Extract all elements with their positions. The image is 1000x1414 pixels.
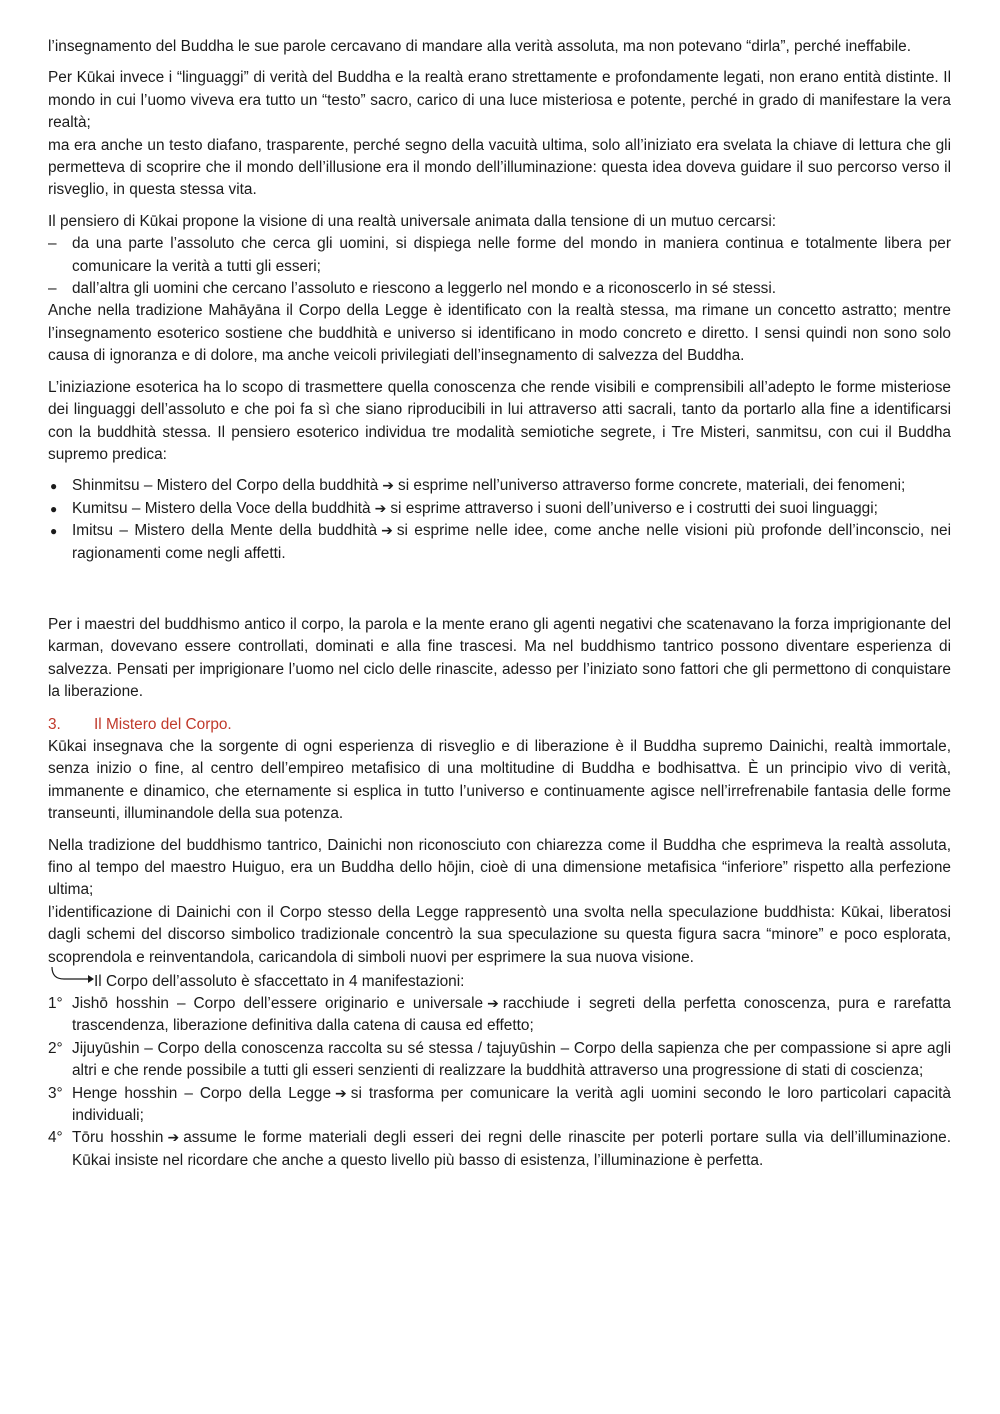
- mystery-description: si esprime nell’universo attraverso forme concrete, materiali, dei fenomeni;: [398, 477, 906, 495]
- mystery-description: si esprime nelle idee, come anche nelle visioni più profonde dell’inconscio, nei ragionamenti come negli affetti.: [72, 522, 951, 562]
- list-number: 2°: [48, 1039, 63, 1057]
- list-item: [48, 475, 951, 497]
- list-number: 1°: [48, 995, 63, 1013]
- manifestations-list: [48, 993, 951, 1172]
- dash-list-item: [48, 233, 951, 278]
- manifestation-description: assume le forme materiali degli esseri dei regni delle rinascite per poterli portare sulla via dell’illuminazione. Kūkai insiste nel ricordare che anche a questo livello più basso di esistenza, l’illuminazione è perfetta.: [72, 1129, 951, 1169]
- paragraph-mutual-search: Il pensiero di Kūkai propone la visione di una realtà universale animata dalla tensione di un mutuo cercarsi:: [48, 212, 777, 230]
- dash-marker: –: [48, 235, 57, 253]
- paragraph-identification: l’identificazione di Dainichi con il Corpo stesso della Legge rappresentò una svolta nella speculazione buddhista: Kūkai, liberatosi dagli schemi del discorso simbolico tradizionale concentrò la sua speculazione su questa figura sacra “minore” e poco esplorata, scoprendola e reinventandola, caricandola di simboli nuovi per esprimere la sua nuova visione.: [48, 903, 951, 966]
- paragraph-diaphanous-text: ma era anche un testo diafano, trasparente, perché segno della vacuità ultima, solo all’iniziato era svelata la chiave di lettura che gli permetteva di scoprire che il mondo dell’illusione era il mondo dell’illuminazione: questa idea doveva guidare il suo percorso verso il risveglio, in questa stessa vita.: [48, 136, 951, 199]
- section-heading: [48, 714, 951, 736]
- manifestation-description: si trasforma per comunicare la verità agli uomini secondo le loro particolari capacità individuali;: [72, 1084, 951, 1125]
- list-item: [48, 993, 951, 1038]
- manifestations-intro: [48, 971, 951, 993]
- paragraph-kukai-languages: Per Kūkai invece i “linguaggi” di verità del Buddha e la realtà erano strettamente e profondamente legati, non erano entità distinte. Il mondo in cui l’uomo viveva era tutto un “testo” sacro, carico di una luce misteriosa e potente, perché in grado di manifestare la vera realtà;: [48, 69, 951, 132]
- list-item: [48, 1083, 951, 1128]
- list-item: [48, 1127, 951, 1172]
- paragraph-dainichi: Kūkai insegnava che la sorgente di ogni esperienza di risveglio e di liberazione è il Buddha supremo Dainichi, realtà immortale, senza inizio o fine, al centro dell’empireo metafisico di una moltitudine di Buddha e bodhisattva. È un principio vivo di verità, immanente e dinamico, che eternamente si esplica in tutto l’universo e continuamente agisce nell’irrefrenabile fantasia delle forme transeunti, illuminandole della sua potenza.: [48, 737, 951, 823]
- section-title: Il Mistero del Corpo.: [94, 715, 232, 733]
- manifestation-name: Henge hosshin – Corpo della Legge: [72, 1084, 332, 1102]
- bullet-icon: ●: [50, 524, 58, 539]
- arrow-right-icon: ➔: [487, 996, 499, 1013]
- dash-item-text: dall’altra gli uomini che cercano l’assoluto e riescono a leggerlo nel mondo e a riconoscerlo in sé stessi.: [72, 280, 777, 298]
- list-item: [48, 1038, 951, 1083]
- manifestations-intro-text: Il Corpo dell’assoluto è sfaccettato in 4 manifestazioni:: [94, 973, 465, 991]
- list-item: [48, 498, 951, 520]
- manifestation-name: Jishō hosshin – Corpo dell’essere originario e universale: [72, 995, 484, 1013]
- dash-marker: –: [48, 280, 57, 298]
- paragraph-esoteric-initiation: L’iniziazione esoterica ha lo scopo di trasmettere quella conoscenza che rende visibili e comprensibili all’adepto le forme misteriose dei linguaggi dell’assoluto e che poi fa sì che siano riproducibili in lui attraverso atti sacrali, tanto da portarlo alla fine a identificarsi con la buddhità stessa. Il pensiero esoterico individua tre modalità semiotiche segrete, i Tre Misteri, sanmitsu, con cui il Buddha supremo predica:: [48, 378, 951, 463]
- arrow-right-icon: ➔: [374, 500, 387, 517]
- paragraph-intro: l’insegnamento del Buddha le sue parole cercavano di mandare alla verità assoluta, ma non potevano “dirla”, perché ineffabile.: [48, 38, 911, 55]
- bullet-icon: ●: [50, 479, 58, 494]
- spacer: [48, 574, 951, 614]
- manifestation-description: Jijuyūshin – Corpo della conoscenza raccolta su sé stessa / tajuyūshin – Corpo della sapienza che per compassione si apre agli altri e che rende possibile a tutti gli esseri senzienti di realizzare la buddhità attraverso una progressione di stati di coscienza;: [72, 1039, 951, 1080]
- arrow-right-icon: ➔: [335, 1085, 347, 1102]
- mystery-description: si esprime attraverso i suoni dell’universo e i costrutti dei suoi linguaggi;: [390, 499, 878, 517]
- list-number: 3°: [48, 1084, 63, 1102]
- document-page: [48, 36, 951, 1172]
- section-number: 3.: [48, 715, 61, 733]
- list-item: [48, 520, 951, 565]
- bullet-icon: ●: [50, 501, 58, 516]
- arrow-right-icon: ➔: [381, 523, 393, 540]
- dash-list-item: [48, 278, 951, 300]
- paragraph-ancient-masters: Per i maestri del buddhismo antico il corpo, la parola e la mente erano gli agenti negativi che scatenavano la forza imprigionante del karman, dovevano essere controllati, dominati e alla fine trascesi. Ma nel buddhismo tantrico possono diventare esperienza di salvezza. Pensati per imprigionare l’uomo nel ciclo delle rinascite, adesso per l’iniziato sono fattori che gli permettono di conquistare la liberazione.: [48, 615, 951, 701]
- arrow-right-icon: ➔: [167, 1130, 180, 1147]
- manifestation-description: racchiude i segreti della perfetta conoscenza, pura e rarefatta trascendenza, liberazione definitiva dalla catena di causa ed effetto;: [72, 995, 951, 1035]
- manifestation-name: Tōru hosshin: [72, 1129, 164, 1147]
- curved-arrow-icon: [50, 965, 96, 987]
- mystery-name: Kumitsu – Mistero della Voce della buddhità: [72, 499, 371, 517]
- dash-item-text: da una parte l’assoluto che cerca gli uomini, si dispiega nelle forme del mondo in maniera continua e totalmente libera per comunicare la verità a tutti gli esseri;: [72, 235, 951, 275]
- mystery-name: Shinmitsu – Mistero del Corpo della buddhità: [72, 477, 379, 495]
- three-mysteries-list: [48, 475, 951, 565]
- dash-list: [48, 233, 951, 300]
- arrow-right-icon: ➔: [382, 478, 395, 495]
- mystery-name: Imitsu – Mistero della Mente della buddhità: [72, 522, 378, 540]
- paragraph-mahayana: Anche nella tradizione Mahāyāna il Corpo della Legge è identificato con la realtà stessa, ma rimane un concetto astratto; mentre l’insegnamento esoterico sostiene che buddhità e universo si identificano in modo concreto e diretto. I sensi quindi non sono solo causa di ignoranza e di dolore, ma anche veicoli privilegiati dell’insegnamento di salvezza del Buddha.: [48, 302, 951, 365]
- paragraph-tantric-tradition: Nella tradizione del buddhismo tantrico, Dainichi non riconosciuto con chiarezza come il Buddha che esprimeva la realtà assoluta, fino al tempo del maestro Huiguo, era un Buddha dello hōjin, cioè di una dimensione metafisica “inferiore” rispetto alla perfezione ultima;: [48, 836, 951, 899]
- list-number: 4°: [48, 1129, 63, 1147]
